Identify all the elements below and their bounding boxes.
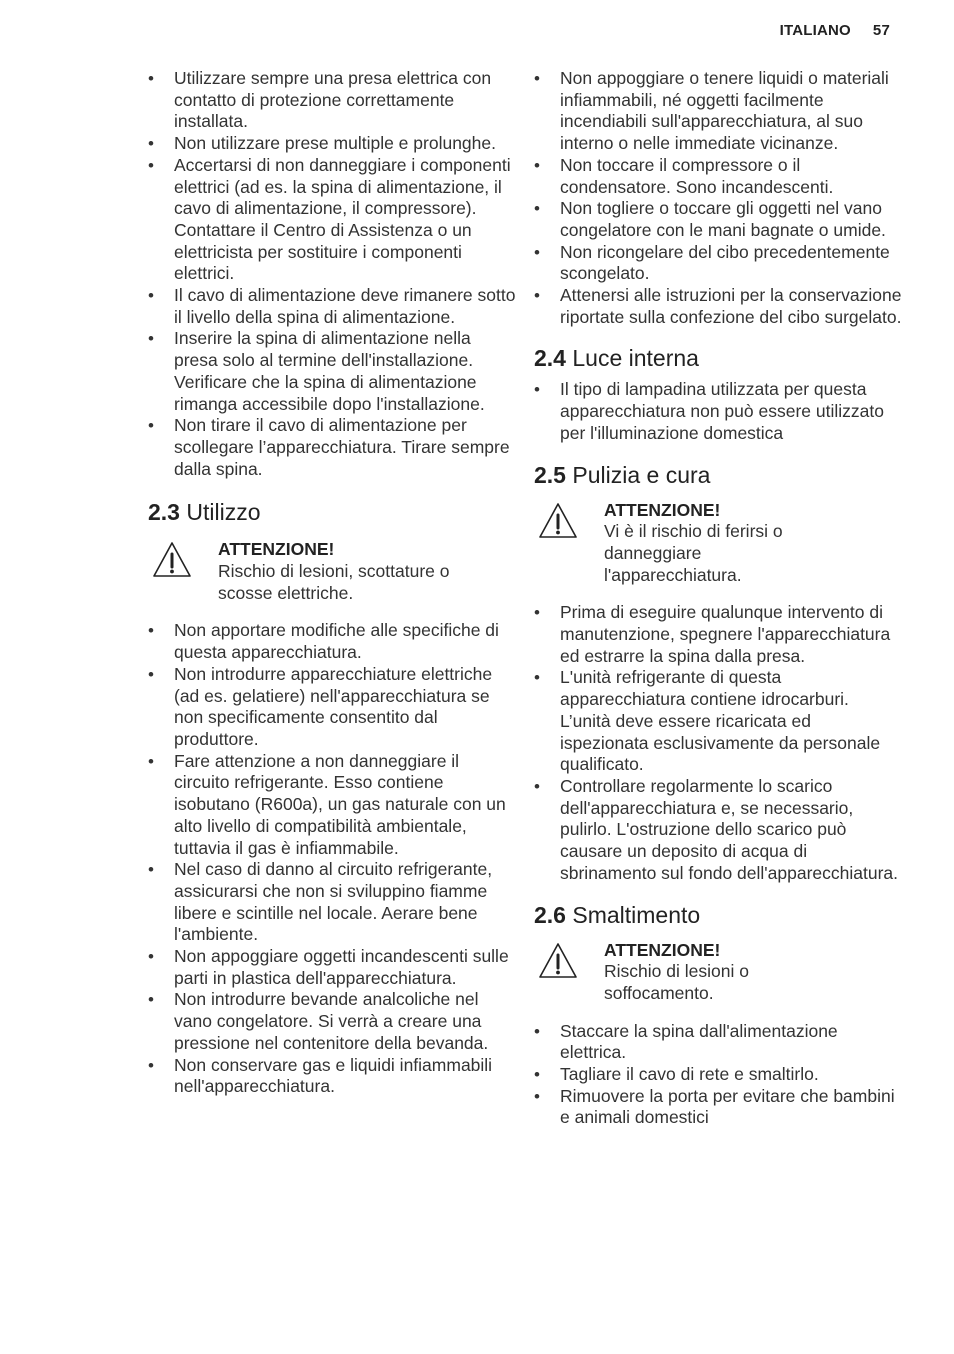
list-item: • Staccare la spina dall'alimentazione elettrica. [534, 1021, 904, 1064]
list-item: • Rimuovere la porta per evitare che bambini e animali domestici [534, 1086, 904, 1129]
warning-title: ATTENZIONE! [218, 539, 335, 560]
list-item: • Attenersi alle istruzioni per la conservazione riportate sulla confezione del cibo surgelato. [534, 285, 904, 328]
usage-list [148, 620, 518, 1097]
list-item: • Tagliare il cavo di rete e smaltirlo. [534, 1064, 904, 1086]
list-item: • Non toccare il compressore o il condensatore. Sono incandescenti. [534, 155, 904, 198]
list-item: • L'unità refrigerante di questa apparecchiatura contiene idrocarburi. L’unità deve essere ricaricata ed ispezionata esclusivamente da personale qualificato. [534, 667, 904, 776]
section-heading-2-5 [534, 460, 904, 490]
section-title: Smaltimento [572, 901, 701, 928]
right-column [534, 68, 904, 1129]
list-item: • Non appoggiare oggetti incandescenti sulle parti in plastica dell'apparecchiatura. [148, 946, 518, 989]
warning-block [534, 940, 904, 1005]
section-number: 2.4 [534, 345, 566, 372]
list-item: • Nel caso di danno al circuito refrigerante, assicurarsi che non si sviluppino fiamme libere e scintille nel locale. Aerare bene l'ambiente. [148, 859, 518, 946]
section-number: 2.3 [148, 499, 180, 526]
list-item: • Non appoggiare o tenere liquidi o materiali infiammabili, né oggetti facilmente incendiabili sull'apparecchiatura, al suo interno o nelle immediate vicinanze. [534, 68, 904, 155]
warning-title: ATTENZIONE! [604, 499, 721, 520]
section-heading-2-6 [534, 900, 904, 930]
disposal-list [534, 1021, 904, 1130]
list-item: • Non togliere o toccare gli oggetti nel vano congelatore con le mani bagnate o umide. [534, 198, 904, 241]
section-heading-2-3 [148, 497, 518, 527]
list-item: • Non introdurre bevande analcoliche nel vano congelatore. Si verrà a creare una pressione nel contenitore della bevanda. [148, 989, 518, 1054]
left-column [148, 68, 518, 1098]
list-item: • Il cavo di alimentazione deve rimanere sotto il livello della spina di alimentazione. [148, 285, 518, 328]
warning-text: Rischio di lesioni, scottature o scosse elettriche. [218, 561, 450, 603]
list-item: • Utilizzare sempre una presa elettrica con contatto di protezione correttamente installata. [148, 68, 518, 133]
warning-title: ATTENZIONE! [604, 939, 721, 960]
list-item: • Non tirare il cavo di alimentazione per scollegare l’apparecchiatura. Tirare sempre dalla spina. [148, 415, 518, 480]
list-item: • Inserire la spina di alimentazione nella presa solo al termine dell'installazione. Verificare che la spina di alimentazione rimanga accessibile dopo l'installazione. [148, 328, 518, 415]
section-number: 2.5 [534, 461, 566, 488]
electrical-safety-list [148, 68, 518, 480]
list-item: • Non ricongelare del cibo precedentemente scongelato. [534, 242, 904, 285]
warning-text: Rischio di lesioni o soffocamento. [604, 961, 749, 1003]
warning-text: Vi è il rischio di ferirsi o danneggiare l'apparecchiatura. [604, 521, 783, 585]
section-title: Pulizia e cura [572, 461, 711, 488]
flammables-list [534, 68, 904, 328]
internal-light-list [534, 379, 904, 444]
page-number: 57 [872, 22, 890, 39]
list-item: • Il tipo di lampadina utilizzata per questa apparecchiatura non può essere utilizzato per l'illuminazione domestica [534, 379, 904, 444]
list-item: • Non introdurre apparecchiature elettriche (ad es. gelatiere) nell'apparecchiatura se non specificamente consentito dal produttore. [148, 664, 518, 751]
warning-triangle-icon [538, 502, 578, 540]
warning-triangle-icon [538, 942, 578, 980]
warning-triangle-icon [152, 541, 192, 579]
list-item: • Accertarsi di non danneggiare i componenti elettrici (ad es. la spina di alimentazione, il cavo di alimentazione, il compressore). Contattare il Centro di Assistenza o un elettricista per sostituire i componenti elettrici. [148, 155, 518, 285]
warning-block [148, 539, 518, 604]
list-item: • Non conservare gas e liquidi infiammabili nell'apparecchiatura. [148, 1055, 518, 1098]
list-item: • Prima di eseguire qualunque intervento di manutenzione, spegnere l'apparecchiatura ed estrarre la spina dalla presa. [534, 602, 904, 667]
header-language: ITALIANO [779, 22, 851, 39]
section-title: Utilizzo [186, 499, 261, 526]
section-number: 2.6 [534, 901, 566, 928]
list-item: • Fare attenzione a non danneggiare il circuito refrigerante. Esso contiene isobutano (R600a), un gas naturale con un alto livello di compatibilità ambientale, tuttavia il gas è infiammabile. [148, 751, 518, 860]
cleaning-list [534, 602, 904, 884]
list-item: • Non apportare modifiche alle specifiche di questa apparecchiatura. [148, 620, 518, 663]
warning-block [534, 500, 904, 587]
list-item: • Non utilizzare prese multiple e prolunghe. [148, 133, 518, 155]
section-heading-2-4 [534, 343, 904, 373]
section-title: Luce interna [572, 345, 699, 372]
list-item: • Controllare regolarmente lo scarico dell'apparecchiatura e, se necessario, pulirlo. L'ostruzione dello scarico può causare un deposito di acqua di sbrinamento sul fondo dell'apparecchiatura. [534, 776, 904, 885]
page-header [780, 22, 890, 39]
